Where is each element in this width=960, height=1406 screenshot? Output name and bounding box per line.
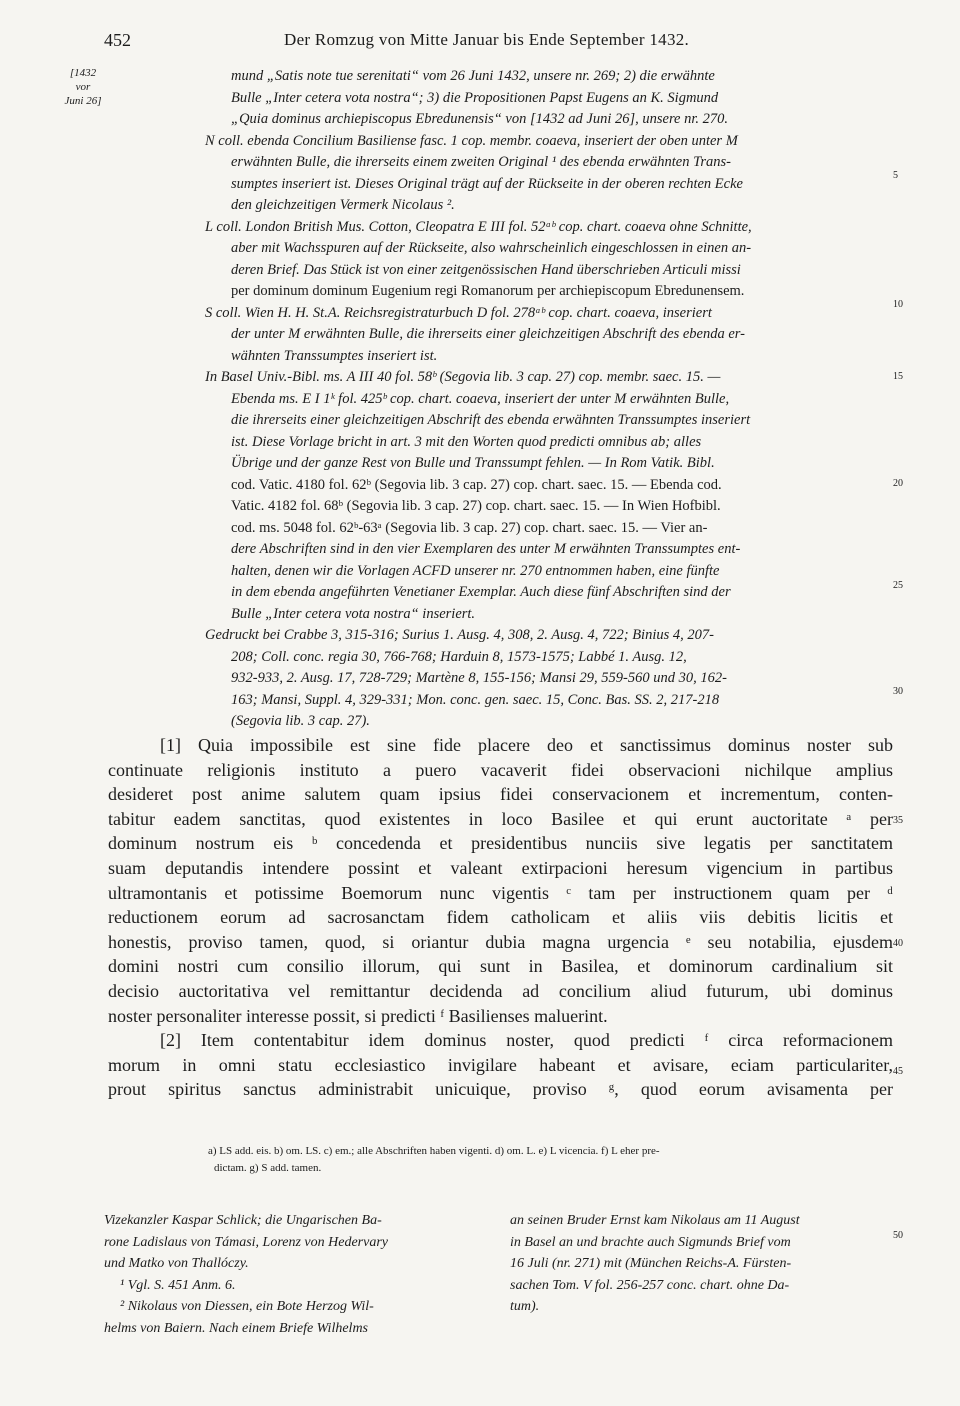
source-line: cod. ms. 5048 fol. 62ᵇ-63ᵃ (Segovia lib. 3 cap. 27) cop. chart. saec. 15. — Vier an- xyxy=(231,519,708,536)
line-number: 5 xyxy=(893,170,898,181)
marginal-date-line: [1432 xyxy=(69,67,97,79)
source-line: Gedruckt bei Crabbe 3, 315-316; Surius 1. Ausg. 4, 308, 2. Ausg. 4, 722; Binius 4, 207- xyxy=(205,627,714,643)
main-text-line: ultramontanis et potissime Boemorum nunc vigentis ᶜ tam per instructionem quam per ᵈ xyxy=(108,882,893,903)
note-line: tum). xyxy=(510,1299,540,1314)
source-line: ist. Diese Vorlage bricht in art. 3 mit den Worten quod predicti omnibus ab; alles xyxy=(231,433,702,450)
main-text-line: prout spiritus sanctus administrabit unicuique, proviso ᵍ, quod eorum avisamenta per xyxy=(108,1079,893,1100)
main-text-line: tabitur eadem sanctitas, quod existentes in loco Basilee et qui erunt auctoritate ᵃ per xyxy=(108,808,893,829)
footnote-line: a) LS add. eis. b) om. LS. c) em.; alle Abschriften haben vigenti. d) om. L. e) L vicencia. f) L eher pre- xyxy=(208,1145,660,1157)
line-number: 50 xyxy=(893,1230,903,1241)
source-line: 932-933, 2. Ausg. 17, 728-729; Martène 8, 155-156; Mansi 29, 559-560 und 30, 162- xyxy=(231,670,727,686)
source-line: mund „Satis note tue serenitati“ vom 26 Juni 1432, unsere nr. 269; 2) die erwähnte xyxy=(231,68,715,84)
main-text-line: [1] Quia impossibile est sine fide placere deo et sanctissimus dominus noster sub xyxy=(160,735,893,755)
source-line: wähnten Transsumptes inseriert ist. xyxy=(231,347,438,364)
line-number: 20 xyxy=(893,478,903,489)
source-line: Bulle „Inter cetera vota nostra“; 3) die Propositionen Papst Eugens an K. Sigmund xyxy=(231,89,719,106)
main-text xyxy=(108,733,893,1102)
source-line: Vatic. 4182 fol. 68ᵇ (Segovia lib. 3 cap. 27) cop. chart. saec. 15. — In Wien Hofbibl. xyxy=(231,498,721,514)
note-line: und Matko von Thallóczy. xyxy=(104,1256,249,1271)
marginal-date-line: Juni 26] xyxy=(64,95,102,107)
line-number: 40 xyxy=(893,938,903,949)
source-line: halten, denen wir die Vorlagen ACFD unserer nr. 270 entnommen haben, eine fünfte xyxy=(231,562,720,579)
note-line: sachen Tom. V fol. 256-257 conc. chart. ohne Da- xyxy=(510,1277,790,1293)
source-line: N coll. ebenda Concilium Basiliense fasc. 1 cop. membr. coaeva, inseriert der oben unter M xyxy=(205,132,738,149)
page-number: 452 xyxy=(104,30,131,50)
page-header xyxy=(104,30,908,54)
historical-notes-right xyxy=(510,1210,895,1318)
main-text-line: desideret post anime salutem quam ipsius fidei conservacionem et incrementum, conten- xyxy=(108,784,893,805)
line-number: 30 xyxy=(893,686,903,697)
line-number: 25 xyxy=(893,580,903,591)
source-line: S coll. Wien H. H. St.A. Reichsregistraturbuch D fol. 278ᵃᵇ cop. chart. coaeva, inseriert xyxy=(205,304,712,321)
source-line: erwähnten Bulle, die ihrerseits einem zweiten Original ¹ des ebenda erwähnten Trans- xyxy=(231,154,731,170)
source-apparatus xyxy=(205,66,905,733)
main-text-line: dominum nostrum eis ᵇ concedenda et presidentibus nunciis sive legatis per sanctitatem xyxy=(108,833,893,854)
running-head: Der Romzug von Mitte Januar bis Ende September 1432. xyxy=(284,30,690,49)
marginal-date xyxy=(58,66,108,108)
source-line: aber mit Wachsspuren auf der Rückseite, also wahrscheinlich eingeschlossen in einen an- xyxy=(231,240,752,256)
source-line: Übrige und der ganze Rest von Bulle und Transsumpt fehlen. — In Rom Vatik. Bibl. xyxy=(231,455,715,471)
source-line: deren Brief. Das Stück ist von einer zeitgenössischen Hand überschrieben Articuli missi xyxy=(231,261,741,278)
main-text-line: honestis, proviso tamen, quod, si oriantur dubia magna urgencia ᵉ seu notabilia, ejusdem xyxy=(108,931,893,952)
line-number: 15 xyxy=(893,371,903,382)
main-text-line: domini nostri cum consilio illorum, qui sunt in Basilea, et dominorum cardinalium sit xyxy=(108,956,893,977)
note-line: in Basel an und brachte auch Sigmunds Brief vom xyxy=(510,1234,791,1250)
source-line: L coll. London British Mus. Cotton, Cleopatra E III fol. 52ᵃᵇ cop. chart. coaeva ohne Schnitte, xyxy=(205,218,752,235)
main-text-line: decisio auctoritativa vel remittantur decidenda ad concilium aliud futurum, ubi dominus xyxy=(108,980,893,1001)
main-text-line: reductionem eorum ad sacrosanctam fidem catholicam et aliis viis debitis licitis et xyxy=(108,907,893,928)
source-line: der unter M erwähnten Bulle, die ihrerseits einer gleichzeitigen Abschrift des ebenda er- xyxy=(231,326,745,342)
main-text-line: noster personaliter interesse possit, si predicti ᶠ Basilienses maluerint. xyxy=(108,1005,608,1026)
source-line: dere Abschriften sind in den vier Exemplaren des unter M erwähnten Transsumptes ent- xyxy=(231,541,741,557)
note-line: rone Ladislaus von Támasi, Lorenz von Hedervary xyxy=(104,1234,389,1250)
historical-notes-left xyxy=(104,1210,494,1339)
note-line: helms von Baiern. Nach einem Briefe Wilhelms xyxy=(104,1320,368,1336)
marginal-date-line: vor xyxy=(75,81,91,93)
main-text-line: continuate religionis instituto a puero vacaverit fidei observacioni nichilque amplius xyxy=(108,759,893,780)
source-line: per dominum dominum Eugenium regi Romanorum per archiepiscopum Ebredunensem. xyxy=(231,283,745,299)
source-line: die ihrerseits einer gleichzeitigen Abschrift des ebenda erwähnten Transsumptes inseriert xyxy=(231,412,751,428)
footnote-line: dictam. g) S add. tamen. xyxy=(214,1162,322,1174)
source-line: „Quia dominus archiepiscopus Ebredunensis“ von [1432 ad Juni 26], unsere nr. 270. xyxy=(231,111,729,127)
source-line: 163; Mansi, Suppl. 4, 329-331; Mon. conc. gen. saec. 15, Conc. Bas. SS. 2, 217-218 xyxy=(231,691,720,708)
source-line: 208; Coll. conc. regia 30, 766-768; Harduin 8, 1573-1575; Labbé 1. Ausg. 12, xyxy=(231,648,687,665)
source-line: Bulle „Inter cetera vota nostra“ inseriert. xyxy=(231,605,476,622)
note-line: ¹ Vgl. S. 451 Anm. 6. xyxy=(120,1277,236,1293)
source-line: sumptes inseriert ist. Dieses Original trägt auf der Rückseite in der oberen rechten Ecke xyxy=(231,175,743,192)
source-line: Ebenda ms. E I 1ᵏ fol. 425ᵇ cop. chart. coaeva, inseriert der unter M erwähnten Bulle, xyxy=(231,390,730,407)
line-number: 35 xyxy=(893,815,903,826)
main-text-line: [2] Item contentabitur idem dominus noster, quod predicti ᶠ circa reformacionem xyxy=(160,1030,893,1051)
note-line: 16 Juli (nr. 271) mit (München Reichs-A. Fürsten- xyxy=(510,1256,792,1271)
main-text-line: morum in omni statu ecclesiastico invigilare habeant et avisare, eciam particulariter, xyxy=(108,1054,893,1075)
textual-footnotes xyxy=(208,1143,898,1177)
source-line: in dem ebenda angeführten Venetianer Exemplar. Auch diese fünf Abschriften sind der xyxy=(231,584,731,600)
main-text-line: suam deputandis intendere possint et valeant extirpacioni heresum vigencium in partibus xyxy=(108,857,893,878)
source-line: In Basel Univ.-Bibl. ms. A III 40 fol. 58ᵇ (Segovia lib. 3 cap. 27) cop. membr. saec. 15. — xyxy=(205,369,721,385)
note-line: ² Nikolaus von Diessen, ein Bote Herzog Wil- xyxy=(120,1299,374,1314)
note-line: an seinen Bruder Ernst kam Nikolaus am 11 August xyxy=(510,1213,800,1228)
line-number: 45 xyxy=(893,1066,903,1077)
note-line: Vizekanzler Kaspar Schlick; die Ungarischen Ba- xyxy=(104,1213,382,1228)
source-line: den gleichzeitigen Vermerk Nicolaus ². xyxy=(231,197,455,213)
line-number: 10 xyxy=(893,299,903,310)
source-line: (Segovia lib. 3 cap. 27). xyxy=(231,713,370,729)
source-line: cod. Vatic. 4180 fol. 62ᵇ (Segovia lib. 3 cap. 27) cop. chart. saec. 15. — Ebenda cod. xyxy=(231,476,722,493)
